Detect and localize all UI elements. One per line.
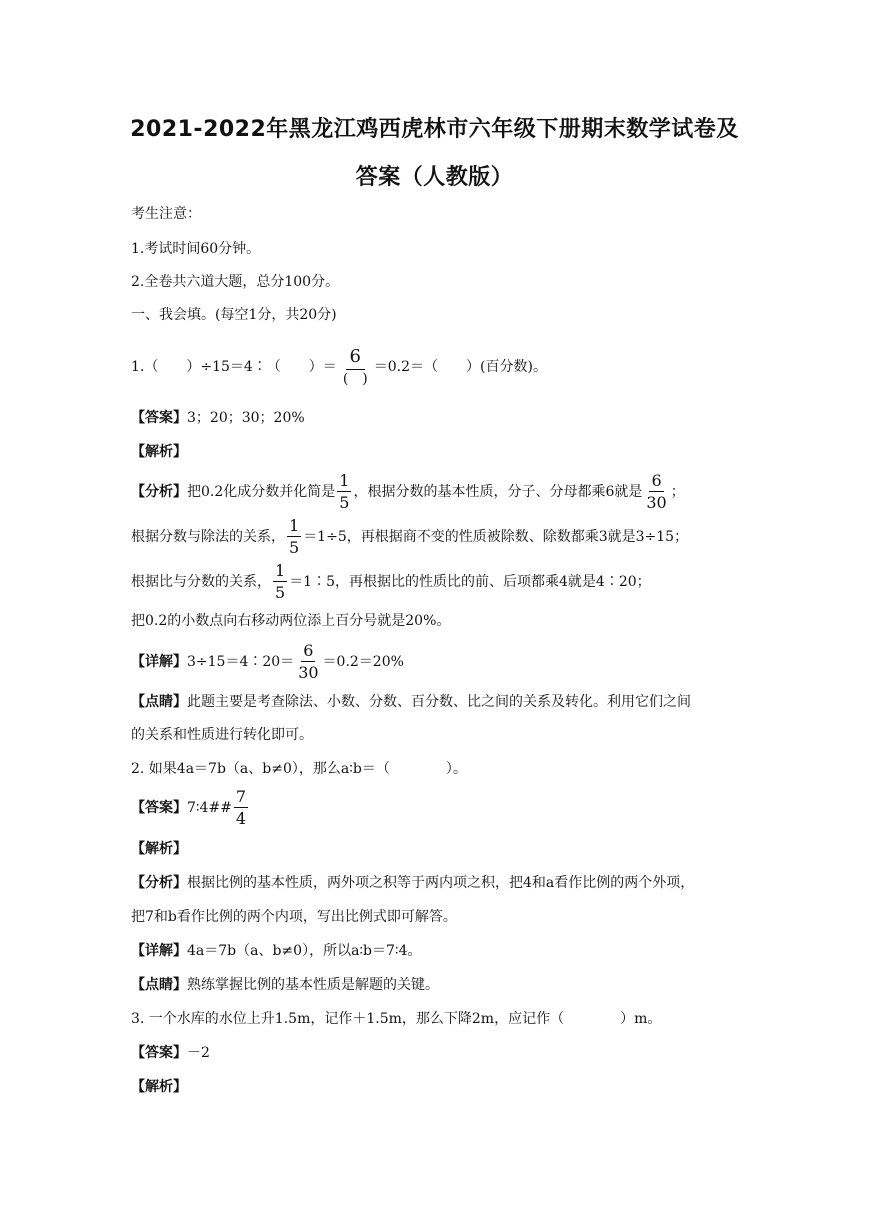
fraction: $\frac{6}{30}$ xyxy=(646,471,667,512)
q1-blank-fraction xyxy=(339,348,372,386)
fraction: $\frac{1}{5}$ xyxy=(289,516,300,557)
q2-text: 2. 如果4a＝7b（a、b≠0），那么a∶b＝（ ）。 xyxy=(131,761,467,777)
q2-fenxi-line2: 把7和b看作比例的两个内项，写出比例式即可解答。 xyxy=(131,909,457,925)
q2-dianjing: 【点睛】熟练掌握比例的基本性质是解题的关键。 xyxy=(131,977,439,993)
section-1-heading: 一、我会填。(每空1分，共20分) xyxy=(131,307,337,323)
q1-dianjing-line1: 【点睛】此题主要是考查除法、小数、分数、百分数、比之间的关系及转化。利用它们之间 xyxy=(131,694,691,710)
q3-text: 3. 一个水库的水位上升1.5m，记作＋1.5m，那么下降2m，应记作（ ）m。 xyxy=(131,1011,662,1027)
q2-analysis-label: 【解析】 xyxy=(131,841,187,857)
q2-xiangjie: 【详解】4a＝7b（a、b≠0），所以a∶b＝7∶4。 xyxy=(131,943,422,959)
notice-header: 考生注意： xyxy=(131,206,201,222)
q3-analysis-label: 【解析】 xyxy=(131,1079,187,1095)
notice-1: 1.考试时间60分钟。 xyxy=(131,241,261,257)
fraction: $\frac{1}{5}$ xyxy=(275,561,286,602)
q1-dianjing-line2: 的关系和性质进行转化即可。 xyxy=(131,727,313,743)
doc-title-line2: 答案（人教版） xyxy=(355,165,514,190)
q3-answer: 【答案】－2 xyxy=(131,1045,210,1061)
q1-pre: 1.（ ）÷15＝4∶（ ）＝ xyxy=(131,359,337,375)
notice-2: 2.全卷共六道大题，总分100分。 xyxy=(131,274,340,290)
q1-fenxi-line1: 【分析】把0.2化成分数并化简是 $\frac{1}{5}$ ，根据分数的基本性质，分子、分母都乘6就是 $\frac{6}{30}$ ； xyxy=(131,471,685,512)
q1-frac-num: 6 xyxy=(346,348,365,370)
q1-answer: 【答案】3；20；30；20% xyxy=(131,410,305,426)
q1-xiangjie: 【详解】3÷15＝4∶20＝ $\frac{6}{30}$ ＝0.2＝20% xyxy=(131,641,404,682)
q1-post: ＝0.2＝（ ）(百分数)。 xyxy=(373,359,547,375)
fraction: $\frac{1}{5}$ xyxy=(339,471,350,512)
q1-analysis-label: 【解析】 xyxy=(131,444,187,460)
q1-fenxi-line3: 根据比与分数的关系， $\frac{1}{5}$ ＝1∶5，再根据比的性质比的前、后项都乘4就是4∶20； xyxy=(131,561,651,602)
doc-title-line1: 2021-2022年黑龙江鸡西虎林市六年级下册期末数学试卷及 xyxy=(130,117,739,142)
q1-fenxi-line4: 把0.2的小数点向右移动两位添上百分号就是20%。 xyxy=(131,613,451,629)
fraction: $\frac{6}{30}$ xyxy=(298,641,319,682)
fraction: $\frac{7}{4}$ xyxy=(235,787,247,828)
q2-fenxi-line1: 【分析】根据比例的基本性质，两外项之积等于两内项之积，把4和a看作比例的两个外项， xyxy=(131,875,695,891)
q1-frac-den: ( ) xyxy=(342,371,368,387)
q1-fenxi-line2: 根据分数与除法的关系， $\frac{1}{5}$ ＝1÷5，再根据商不变的性质被除数、除数都乘3就是3÷15； xyxy=(131,516,689,557)
q2-answer: 【答案】7∶4## $\frac{7}{4}$ xyxy=(131,787,247,828)
q1-text xyxy=(131,344,547,390)
